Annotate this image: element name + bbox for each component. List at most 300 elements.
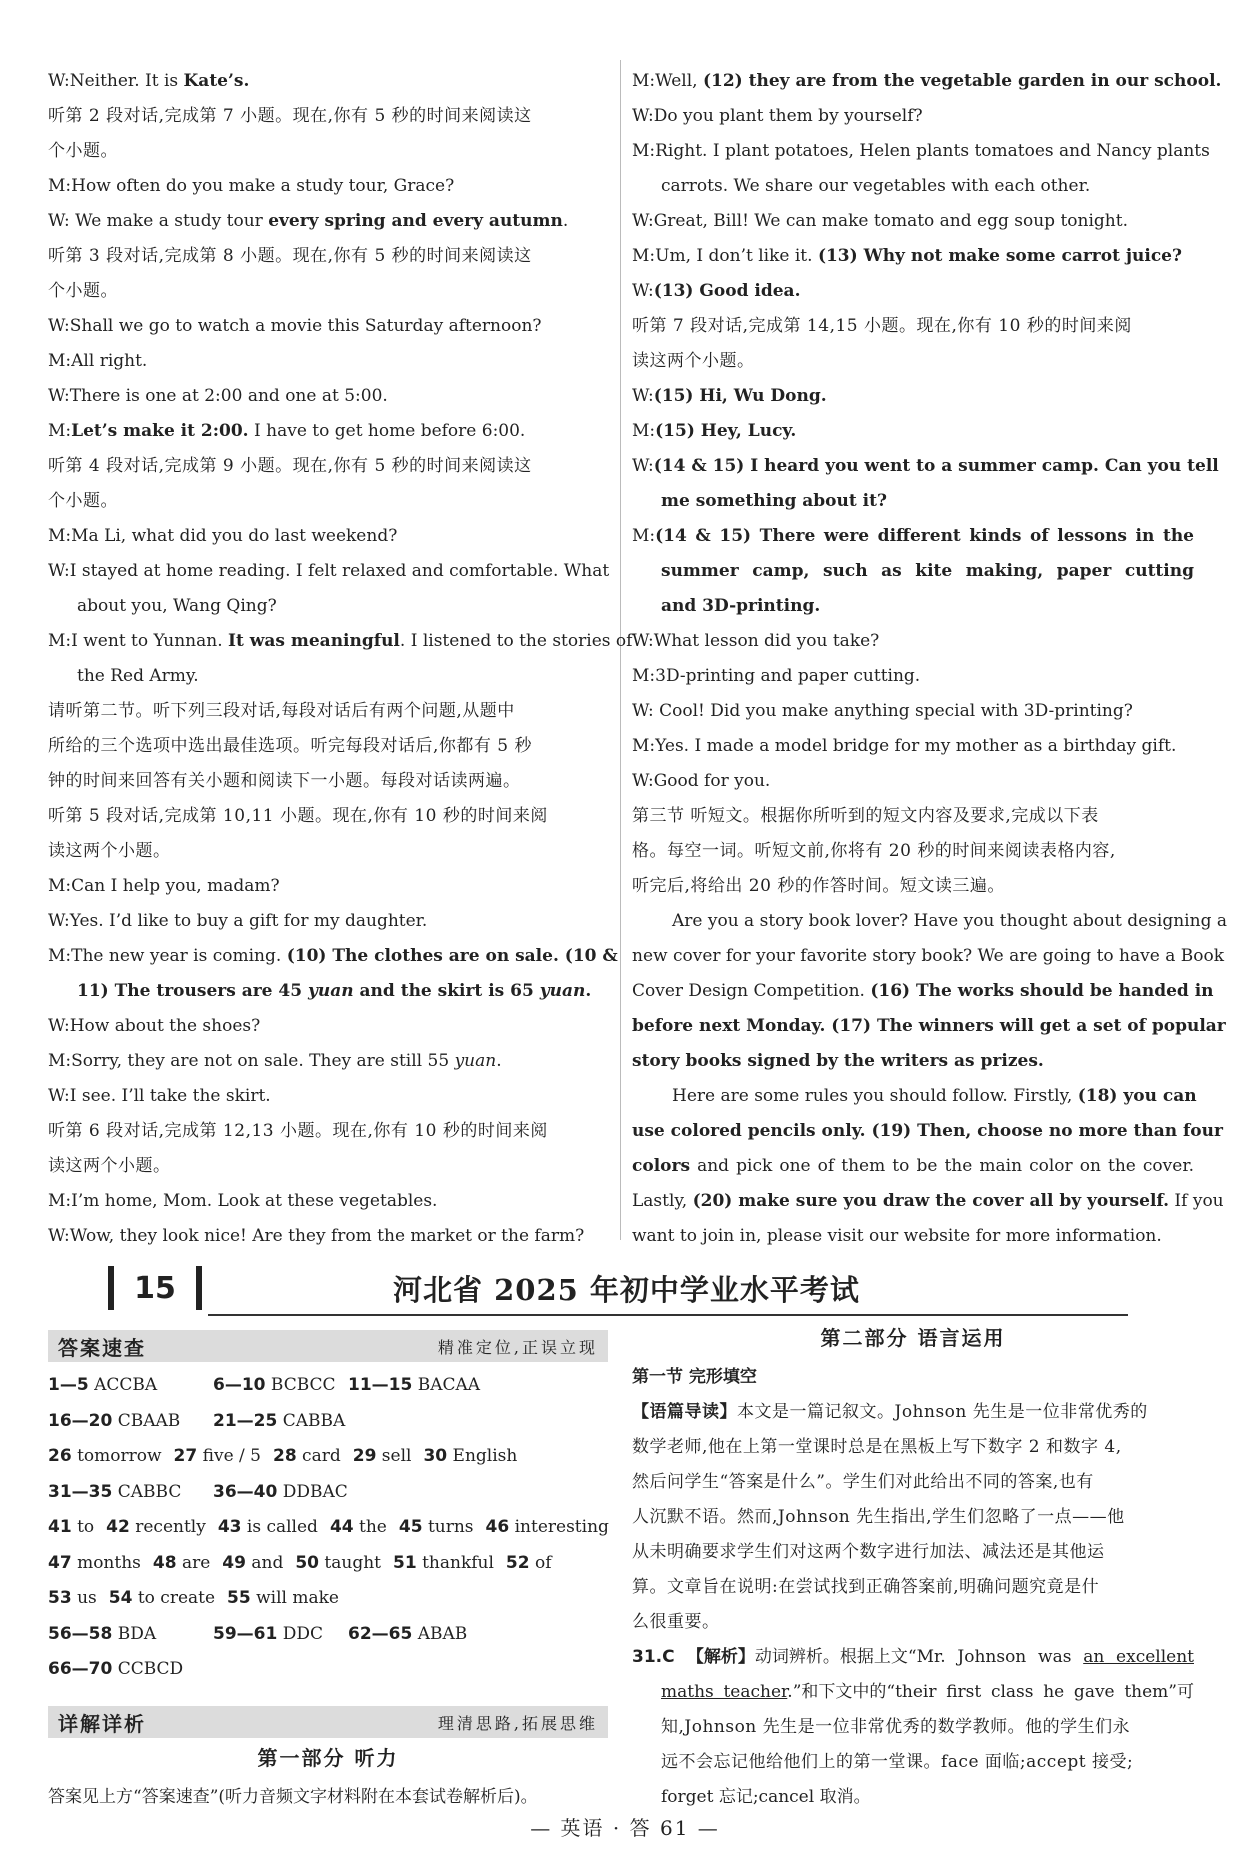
text-line bbox=[48, 624, 633, 659]
listening-script-right-column bbox=[632, 64, 1227, 1254]
text-line bbox=[48, 204, 608, 239]
text-run: 第三节 听短文。根据你所听到的短文内容及要求,完成以下表 bbox=[632, 806, 1099, 826]
part-one-title: 第一部分 听力 bbox=[257, 1746, 399, 1770]
text-line bbox=[632, 1570, 1194, 1605]
line-content bbox=[77, 666, 199, 686]
text-run: 读这两个小题。 bbox=[48, 841, 171, 861]
text-run: 听完后,将给出 20 秒的作答时间。短文读三遍。 bbox=[632, 876, 1005, 896]
answer-number: 31—35 bbox=[48, 1481, 113, 1502]
answer-value: BCBCC bbox=[265, 1375, 336, 1395]
text-line bbox=[632, 274, 1194, 309]
text-line bbox=[632, 694, 1194, 729]
text-run: W:How about the shoes? bbox=[48, 1016, 261, 1036]
answer-number: 54 bbox=[108, 1588, 133, 1608]
text-run: (15) Hey, Lucy. bbox=[655, 421, 797, 441]
line-content bbox=[632, 631, 879, 651]
text-run: and the skirt is 65 bbox=[353, 981, 540, 1001]
line-content bbox=[632, 1542, 1105, 1562]
text-run: 听第 7 段对话,完成第 14,15 小题。现在,你有 10 秒的时间来阅 bbox=[632, 316, 1132, 336]
answer-row bbox=[48, 1475, 618, 1511]
line-content bbox=[632, 1156, 1194, 1176]
answer-value: five / 5 bbox=[197, 1446, 261, 1466]
text-line bbox=[632, 239, 1194, 274]
cloze-explanation bbox=[632, 1360, 1194, 1815]
line-content bbox=[48, 911, 427, 931]
text-run: 个小题。 bbox=[48, 141, 118, 161]
text-run: about you, Wang Qing? bbox=[77, 596, 277, 616]
answer-item bbox=[506, 1546, 552, 1582]
line-content bbox=[632, 71, 1221, 91]
line-content bbox=[672, 911, 1227, 931]
text-run: M:How often do you make a study tour, Grace? bbox=[48, 176, 455, 196]
answer-item bbox=[48, 1510, 94, 1546]
text-run: 从未明确要求学生们对这两个数字进行加法、减法还是其他运 bbox=[632, 1542, 1105, 1562]
answer-value: are bbox=[176, 1552, 211, 1573]
text-line bbox=[48, 589, 608, 624]
line-content bbox=[48, 1191, 437, 1211]
text-line bbox=[632, 99, 1194, 134]
line-content bbox=[632, 876, 1005, 896]
answer-number: 59—61 bbox=[213, 1623, 278, 1644]
part-two-title: 第二部分 语言运用 bbox=[820, 1326, 1006, 1350]
line-content bbox=[632, 1507, 1125, 1527]
section-header bbox=[108, 1264, 1128, 1316]
text-line bbox=[48, 1044, 608, 1079]
text-line bbox=[48, 344, 608, 379]
line-content bbox=[48, 526, 397, 546]
text-run: every spring and every autumn bbox=[268, 211, 563, 231]
answer-value: interesting bbox=[509, 1517, 609, 1537]
answer-item bbox=[48, 1439, 162, 1475]
line-content bbox=[632, 701, 1133, 721]
answer-number: 16—20 bbox=[48, 1410, 113, 1431]
text-line bbox=[48, 1219, 608, 1254]
text-line bbox=[48, 64, 608, 99]
text-run: 远不会忘记他给他们上的第一堂课。face 面临;accept 接受; bbox=[661, 1752, 1134, 1772]
text-run: 听第 3 段对话,完成第 8 小题。现在,你有 5 秒的时间来阅读这 bbox=[48, 246, 532, 266]
answer-value: to create bbox=[132, 1588, 216, 1608]
text-run: Lastly, bbox=[632, 1191, 693, 1211]
line-content bbox=[632, 141, 1210, 161]
detailed-explanation-banner bbox=[48, 1706, 608, 1738]
listening-script-left-column bbox=[48, 64, 633, 1254]
answer-row bbox=[48, 1617, 618, 1653]
banner-subtitle: 理清思路,拓展思维 bbox=[437, 1713, 598, 1733]
text-run: colors bbox=[632, 1156, 691, 1176]
answer-item bbox=[222, 1546, 283, 1582]
text-run: M:Right. I plant potatoes, Helen plants tomatoes and Nancy plants bbox=[632, 141, 1210, 161]
text-line bbox=[632, 834, 1194, 869]
text-run: and pick one of them to be the main color on the cover. bbox=[690, 1156, 1194, 1176]
text-line bbox=[48, 519, 608, 554]
text-run: (13) Why not make some carrot juice? bbox=[817, 246, 1182, 266]
line-content bbox=[48, 946, 618, 966]
line-content bbox=[48, 1016, 260, 1036]
line-content bbox=[632, 421, 796, 441]
answer-item bbox=[295, 1546, 381, 1582]
answer-item bbox=[348, 1368, 548, 1404]
text-run: new cover for your favorite story book? We are going to have a Book bbox=[632, 946, 1225, 966]
text-run: 个小题。 bbox=[48, 281, 118, 301]
text-line bbox=[632, 449, 1219, 484]
part-one-note: 答案见上方“答案速查”(听力音频文字材料附在本套试卷解析后)。 bbox=[48, 1787, 538, 1807]
text-line bbox=[48, 1079, 608, 1114]
answer-number: 26 bbox=[48, 1446, 72, 1466]
line-content bbox=[632, 316, 1132, 336]
answer-item bbox=[153, 1546, 210, 1582]
text-run: 【解析】 bbox=[686, 1647, 755, 1667]
text-line bbox=[632, 624, 1194, 659]
text-line bbox=[48, 1149, 608, 1184]
text-line bbox=[48, 659, 608, 694]
answer-item bbox=[213, 1404, 348, 1440]
text-run: M:Well, bbox=[632, 71, 703, 91]
line-content bbox=[48, 491, 118, 511]
text-run: M:Sorry, they are not on sale. They are still 55 bbox=[48, 1051, 455, 1071]
answer-number: 27 bbox=[173, 1446, 198, 1466]
line-content bbox=[661, 491, 887, 511]
line-content bbox=[632, 1612, 720, 1632]
text-line bbox=[632, 869, 1194, 904]
text-run: 钟的时间来回答有关小题和阅读下一小题。每段对话读两遍。 bbox=[48, 771, 521, 791]
text-run: W: bbox=[632, 281, 654, 301]
text-run: 格。每空一词。听短文前,你将有 20 秒的时间来阅读表格内容, bbox=[632, 841, 1116, 861]
answer-item bbox=[48, 1652, 213, 1688]
line-content bbox=[48, 176, 454, 196]
text-run: 数学老师,他在上第一堂课时总是在黑板上写下数字 2 和数字 4, bbox=[632, 1437, 1122, 1457]
line-content bbox=[632, 1402, 1148, 1422]
line-content bbox=[632, 946, 1224, 966]
text-run: (13) Good idea. bbox=[653, 281, 801, 301]
answer-item bbox=[273, 1439, 341, 1475]
text-line bbox=[632, 1114, 1223, 1149]
text-line bbox=[632, 589, 1194, 624]
answer-item bbox=[48, 1581, 97, 1617]
line-content bbox=[48, 701, 515, 721]
text-line bbox=[632, 414, 1194, 449]
text-run: 知,Johnson 先生是一位非常优秀的数学教师。他的学生们永 bbox=[661, 1717, 1131, 1737]
answer-number: 41 bbox=[48, 1517, 72, 1537]
text-run: . bbox=[496, 1051, 502, 1071]
answer-value: English bbox=[447, 1446, 518, 1466]
line-content bbox=[632, 1577, 1099, 1597]
text-run: Here are some rules you should follow. Firstly, bbox=[672, 1086, 1078, 1106]
line-content bbox=[632, 1647, 1194, 1667]
text-line bbox=[632, 729, 1194, 764]
answer-value: CBAAB bbox=[112, 1410, 181, 1431]
text-run: . bbox=[585, 981, 592, 1001]
answer-item bbox=[48, 1546, 141, 1582]
line-content bbox=[661, 596, 820, 616]
answer-row bbox=[48, 1652, 618, 1688]
text-run: maths teacher bbox=[661, 1682, 788, 1702]
text-run: M:Um, I don’t like it. bbox=[632, 246, 818, 266]
line-content bbox=[48, 806, 548, 826]
text-line bbox=[632, 1079, 1197, 1114]
text-run: want to join in, please visit our website for more information. bbox=[632, 1226, 1162, 1246]
text-line bbox=[48, 239, 608, 274]
text-line bbox=[48, 799, 608, 834]
answer-number: 30 bbox=[423, 1446, 448, 1466]
answer-number: 28 bbox=[272, 1446, 297, 1466]
line-content bbox=[48, 211, 568, 231]
answer-number: 42 bbox=[106, 1517, 130, 1537]
line-content bbox=[48, 1121, 548, 1141]
answer-item bbox=[227, 1581, 339, 1617]
text-run: W:Great, Bill! We can make tomato and egg soup tonight. bbox=[632, 211, 1128, 231]
line-content bbox=[632, 1016, 1226, 1036]
text-line bbox=[48, 729, 608, 764]
text-run: M:I’m home, Mom. Look at these vegetables. bbox=[48, 1191, 438, 1211]
banner-title: 详解详析 bbox=[58, 1711, 146, 1736]
text-line bbox=[48, 99, 608, 134]
text-line bbox=[48, 134, 608, 169]
answer-row bbox=[48, 1404, 618, 1440]
text-run: forget 忘记;cancel 取消。 bbox=[661, 1787, 871, 1807]
answer-value: CABBA bbox=[277, 1410, 346, 1431]
text-run: 么很重要。 bbox=[632, 1612, 720, 1632]
line-content bbox=[48, 631, 632, 651]
text-line bbox=[48, 764, 608, 799]
answer-number: 44 bbox=[329, 1517, 354, 1537]
text-line bbox=[48, 554, 608, 589]
answer-item bbox=[218, 1510, 318, 1546]
answer-item bbox=[109, 1581, 215, 1617]
text-line bbox=[632, 1745, 1194, 1780]
text-run: M:I went to Yunnan. bbox=[48, 631, 229, 651]
text-line bbox=[632, 1465, 1194, 1500]
text-line bbox=[48, 169, 608, 204]
answer-number: 56—58 bbox=[48, 1623, 113, 1644]
answer-item bbox=[348, 1617, 548, 1653]
answer-item bbox=[393, 1546, 494, 1582]
line-content bbox=[48, 316, 542, 336]
text-line bbox=[48, 379, 608, 414]
answer-number: 29 bbox=[352, 1446, 377, 1466]
text-line bbox=[632, 344, 1194, 379]
text-line bbox=[48, 449, 608, 484]
text-run: 本文是一篇记叙文。Johnson 先生是一位非常优秀的 bbox=[737, 1402, 1148, 1422]
section-rule bbox=[208, 1314, 1128, 1316]
text-line bbox=[632, 309, 1194, 344]
text-run: W:What lesson did you take? bbox=[632, 631, 880, 651]
text-line bbox=[632, 134, 1210, 169]
text-run: the Red Army. bbox=[77, 666, 199, 686]
answer-item bbox=[330, 1510, 387, 1546]
line-content bbox=[77, 981, 591, 1001]
line-content bbox=[48, 841, 171, 861]
section-number: 15 bbox=[108, 1266, 202, 1310]
text-run: 【语篇导读】 bbox=[632, 1402, 737, 1422]
line-content bbox=[632, 666, 920, 686]
answer-item bbox=[353, 1439, 412, 1475]
line-content bbox=[48, 246, 532, 266]
text-line bbox=[632, 974, 1214, 1009]
text-line bbox=[632, 484, 1194, 519]
answer-item bbox=[213, 1475, 348, 1511]
answer-row bbox=[48, 1368, 618, 1404]
text-run: yuan bbox=[539, 981, 586, 1001]
page-footer: — 英语 · 答 61 — bbox=[530, 1816, 720, 1840]
line-content bbox=[661, 176, 1090, 196]
answer-item bbox=[423, 1439, 517, 1475]
answer-number: 1—5 bbox=[48, 1375, 89, 1395]
line-content bbox=[632, 526, 1194, 546]
text-run: 读这两个小题。 bbox=[632, 351, 755, 371]
banner-subtitle: 精准定位,正误立现 bbox=[437, 1337, 598, 1357]
text-line bbox=[632, 1535, 1194, 1570]
line-content bbox=[632, 806, 1099, 826]
text-run: M: bbox=[48, 421, 72, 441]
text-run: M:Yes. I made a model bridge for my mother as a birthday gift. bbox=[632, 736, 1177, 756]
answer-number: 53 bbox=[48, 1588, 72, 1608]
text-line bbox=[632, 554, 1194, 589]
text-run: and 3D-printing. bbox=[661, 596, 821, 616]
text-run: W: bbox=[632, 456, 654, 476]
text-line bbox=[632, 1710, 1194, 1745]
text-run: W: bbox=[632, 386, 654, 406]
answer-number: 49 bbox=[222, 1552, 246, 1573]
answer-number: 55 bbox=[227, 1588, 251, 1608]
text-run: Are you a story book lover? Have you thought about designing a bbox=[672, 911, 1227, 931]
line-content bbox=[632, 771, 770, 791]
text-run: .”和下文中的“their first class he gave them”可 bbox=[787, 1682, 1194, 1702]
text-run: yuan bbox=[454, 1051, 497, 1071]
answer-value: to bbox=[71, 1517, 95, 1537]
text-run: W:I stayed at home reading. I felt relaxed and comfortable. What bbox=[48, 561, 610, 581]
text-run: M: bbox=[632, 421, 656, 441]
text-line bbox=[48, 939, 618, 974]
answer-item bbox=[486, 1510, 609, 1546]
line-content bbox=[632, 281, 801, 301]
answer-number: 46 bbox=[485, 1517, 510, 1537]
line-content bbox=[661, 1682, 1194, 1702]
text-line bbox=[632, 764, 1194, 799]
text-line bbox=[632, 659, 1194, 694]
answer-value: is called bbox=[241, 1517, 318, 1537]
line-content bbox=[632, 981, 1214, 1001]
line-content bbox=[632, 456, 1219, 476]
text-line bbox=[48, 484, 608, 519]
text-run: carrots. We share our vegetables with each other. bbox=[661, 176, 1091, 196]
line-content bbox=[48, 456, 532, 476]
answer-value: ABAB bbox=[412, 1623, 468, 1644]
text-line bbox=[48, 1009, 608, 1044]
line-content bbox=[48, 421, 525, 441]
line-content bbox=[48, 386, 388, 406]
text-run: M:The new year is coming. bbox=[48, 946, 287, 966]
answer-item bbox=[48, 1475, 213, 1511]
text-line bbox=[48, 274, 608, 309]
text-run: 听第 4 段对话,完成第 9 小题。现在,你有 5 秒的时间来阅读这 bbox=[48, 456, 532, 476]
text-run: yuan bbox=[308, 981, 354, 1001]
answer-number: 66—70 bbox=[48, 1659, 113, 1679]
text-line bbox=[632, 204, 1194, 239]
text-line bbox=[632, 939, 1225, 974]
text-run: (16) The works should be handed in bbox=[870, 981, 1214, 1001]
text-run: 所给的三个选项中选出最佳选项。听完每段对话后,你都有 5 秒 bbox=[48, 736, 533, 756]
text-run: W: Cool! Did you make anything special with 3D-printing? bbox=[632, 701, 1133, 721]
answer-value: recently bbox=[129, 1517, 206, 1537]
line-content bbox=[672, 1086, 1197, 1106]
text-run: 人沉默不语。然而,Johnson 先生指出,学生们忽略了一点——他 bbox=[632, 1507, 1125, 1527]
line-content bbox=[632, 1367, 757, 1387]
line-content bbox=[48, 561, 609, 581]
answer-value: CCBCD bbox=[112, 1659, 184, 1679]
text-run: before next Monday. (17) The winners will get a set of popular bbox=[632, 1016, 1226, 1036]
answer-value: tomorrow bbox=[71, 1446, 162, 1466]
answer-item bbox=[48, 1368, 213, 1404]
text-run: It was meaningful bbox=[228, 631, 400, 651]
text-run: 读这两个小题。 bbox=[48, 1156, 171, 1176]
answer-item bbox=[106, 1510, 206, 1546]
line-content bbox=[48, 1156, 171, 1176]
text-line bbox=[632, 519, 1194, 554]
answer-row bbox=[48, 1439, 618, 1475]
line-content bbox=[48, 1086, 271, 1106]
answer-value: BACAA bbox=[412, 1375, 481, 1395]
answer-value: card bbox=[296, 1446, 341, 1466]
text-line bbox=[632, 1149, 1194, 1184]
text-run: (14 & 15) There were different kinds of lessons in the bbox=[655, 526, 1194, 546]
text-line bbox=[632, 169, 1194, 204]
text-run: 11) The trousers are 45 bbox=[77, 981, 308, 1001]
line-content bbox=[632, 1226, 1162, 1246]
answer-number: 52 bbox=[505, 1552, 530, 1573]
text-run: Cover Design Competition. bbox=[632, 981, 871, 1001]
text-line bbox=[632, 1044, 1194, 1079]
text-run: M:Can I help you, madam? bbox=[48, 876, 280, 896]
text-line bbox=[632, 904, 1227, 939]
answer-list bbox=[48, 1368, 618, 1688]
banner-title: 答案速查 bbox=[58, 1335, 146, 1360]
line-content bbox=[661, 1717, 1130, 1737]
text-run: 然后问学生“答案是什么”。学生们对此给出不同的答案,也有 bbox=[632, 1472, 1094, 1492]
text-run: W:Yes. I’d like to buy a gift for my daughter. bbox=[48, 911, 428, 931]
text-line bbox=[632, 1395, 1194, 1430]
text-run: 第一节 完形填空 bbox=[632, 1367, 757, 1387]
text-line bbox=[48, 974, 608, 1009]
answer-number: 6—10 bbox=[213, 1375, 266, 1395]
text-line bbox=[632, 1675, 1194, 1710]
line-content bbox=[48, 1051, 502, 1071]
line-content bbox=[632, 386, 827, 406]
text-line bbox=[632, 1219, 1194, 1254]
text-run: (15) Hi, Wu Dong. bbox=[653, 386, 827, 406]
text-run: W:Wow, they look nice! Are they from the market or the farm? bbox=[48, 1226, 585, 1246]
text-run: W:Neither. It is bbox=[48, 71, 184, 91]
answer-number: 48 bbox=[152, 1552, 177, 1573]
text-run: 听第 6 段对话,完成第 12,13 小题。现在,你有 10 秒的时间来阅 bbox=[48, 1121, 548, 1141]
text-line bbox=[632, 799, 1194, 834]
text-line bbox=[632, 1780, 1194, 1815]
answer-number: 11—15 bbox=[348, 1375, 413, 1395]
text-run: 动词辨析。根据上文“Mr. Johnson was bbox=[754, 1647, 1084, 1667]
text-line bbox=[632, 1430, 1194, 1465]
line-content bbox=[632, 1051, 1044, 1071]
text-line bbox=[48, 904, 608, 939]
line-content bbox=[661, 561, 1194, 581]
answer-item bbox=[174, 1439, 261, 1475]
text-run: 听第 5 段对话,完成第 10,11 小题。现在,你有 10 秒的时间来阅 bbox=[48, 806, 548, 826]
text-line bbox=[632, 1360, 1194, 1395]
text-line bbox=[632, 1640, 1194, 1675]
answer-value: will make bbox=[250, 1588, 339, 1608]
text-line bbox=[48, 414, 608, 449]
answer-number: 47 bbox=[48, 1552, 72, 1573]
answer-item bbox=[213, 1368, 348, 1404]
answer-value: of bbox=[529, 1552, 552, 1573]
